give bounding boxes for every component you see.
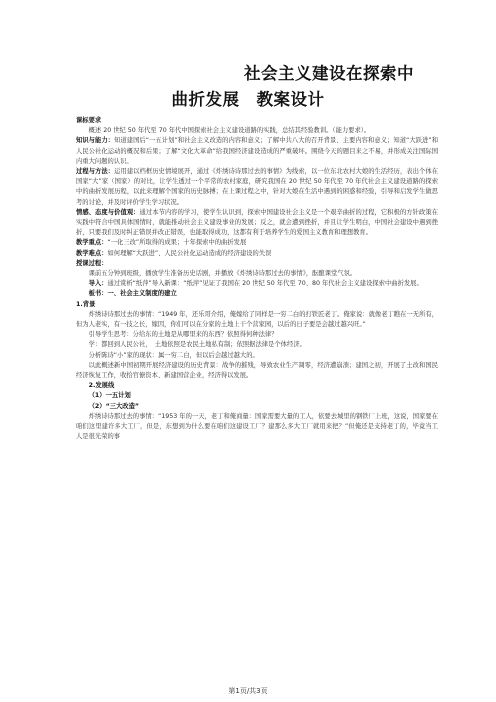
heading-development: 2.发展线: [88, 382, 115, 390]
page-footer: 第1页/共3页: [228, 687, 268, 695]
intro-text: 通过赏析“纸萍”导入新课：“纸萍”见证了我国在 20 世纪 50 年代至 70、80 年代社会主义建设探索中曲折发展。: [107, 280, 423, 288]
key-point-text: “一化三改”所取得的成果；十年探索中的曲折发展: [107, 239, 247, 247]
emotion-label: 情感、态度与价值观：: [76, 208, 140, 216]
background-paragraph-5: 以此概述新中国初期开展经济建设的历史背景：战争的摧残，导致农业生产凋零，经济遭崩溃；建国之初，开展了土改和国民经济恢复工作，收拾官僚资本、新建国营企业，经济得以发展。: [76, 361, 438, 380]
background-paragraph-3: 学：都回到人民公社， 土地依照是农民土地私有制；依照据法律是个体经济。: [88, 341, 306, 349]
section-heading-1: 板书：一、社会主义制度的建立: [88, 290, 177, 298]
knowledge-text: 知道建国后“一五计划”和社会主义改造的内容和意义；了解中共八大的召开背景、主要内容和意义；知道“大跃进”和人民公社化运动的概况和后果；了解“文化大革命”给我国经济建设造成的严重破坏。围绕今天的题目来之不易，并形成关注国际国内重大问题的认识。: [76, 137, 438, 165]
emotion-text: 通过本节内容的学习，使学生认识到，探索中国建设社会主义是一个艰辛曲折的过程，它积极的方针政策在实践中符合中国具体国情时，就能推动社会主义建设事业的发展；反之，就会遭到挫折，并且让学生明白，中国社会建设中遇到挫折，只要我们及时纠正错误并改正错误，也能取得成功，这都有利于培养学生的爱国主义教育和理想教育。: [76, 208, 439, 237]
knowledge-label: 知识与能力：: [76, 137, 115, 145]
transformation-paragraph-1: 炸绣诗诗那过去的事情：“1953 年的一天，老丁和俺商量：国家需要大量的工人，依要去城里的钢铁厂上班，这说，国家要在咱们这里建许多大工厂，但是，东想到为什么要在咱们这建设工厂？建那么多大工厂就用来把？”但俺还是支持老丁的，毕竟当工人是很光荣的事: [76, 412, 438, 441]
background-paragraph-2: 引导学生思考：分给东的土地是从哪里来的东西？依照得何种法律？: [88, 331, 278, 339]
difficult-point-label: 教学难点：: [76, 249, 108, 257]
background-paragraph-1: 炸绣诗诗那过去的事情：“1949 年，还乐哥介绍，俺嫁给了同样是一穷二白的打铁匠老丁。俺家说：就像老丁瞧在一无所有，但为人老实，有一技之长，嫁因，你们可以在分家的土地上干个营家园，以后的日子要是会越过越兴旺。”: [76, 310, 438, 329]
lesson-process-title: 授课过程：: [76, 259, 108, 267]
process-method-label: 过程与方法：: [76, 168, 115, 176]
heading-background: 1.背景: [76, 300, 96, 308]
process-method-text: 运用建以档框历史情境展开，通过《炸绣诗诗那过去的事情》为线索，以一位东北农村大娘的生活经历，表出个体在国家“大”家（国家）的对比，让学生透过一个平常的农村家庭，研究我国在 20 世纪 50 年代至 70 年代社会主义建设道路的探索中的曲折发展历程，以此来理解个国家的历史脉搏；在上课过程之中，针对大娘在生活中遇到的困惑和经验，引导和启发学生做思考的讨论，并及时评价学生学习状况。: [76, 168, 439, 206]
difficult-point-text: 如何理解“大跃进”、人民公社化运动造成的经济建设的失误: [107, 249, 272, 257]
standard-label: 课标要求: [76, 117, 102, 124]
key-point-label: 教学重点：: [76, 239, 108, 247]
intro-label: 导入：: [88, 280, 108, 288]
pre-class-paragraph: 课前五分钟到班级，播放学生准备历史话剧，并播放《炸绣诗诗那过去的事情》，酝酿课堂气氛。: [88, 270, 357, 278]
background-paragraph-4: 分析陈诗“小”家的现状：属一穷二白，但以后会越过越大的。: [88, 351, 259, 359]
document-body: [76, 116, 438, 443]
document-title-line2: 曲折发展 教案设计: [171, 90, 325, 109]
heading-five-year-plan: （1）一五计划: [88, 392, 131, 400]
heading-three-transformations: （2）“三大改造”: [88, 402, 140, 410]
document-title-line1: 社会主义建设在探索中: [244, 64, 414, 83]
standard-text: 概述 20 世纪 50 年代至 70 年代中国探索社会主义建设道路的实践，总结其经验教训。（能力要求）。: [88, 127, 371, 135]
